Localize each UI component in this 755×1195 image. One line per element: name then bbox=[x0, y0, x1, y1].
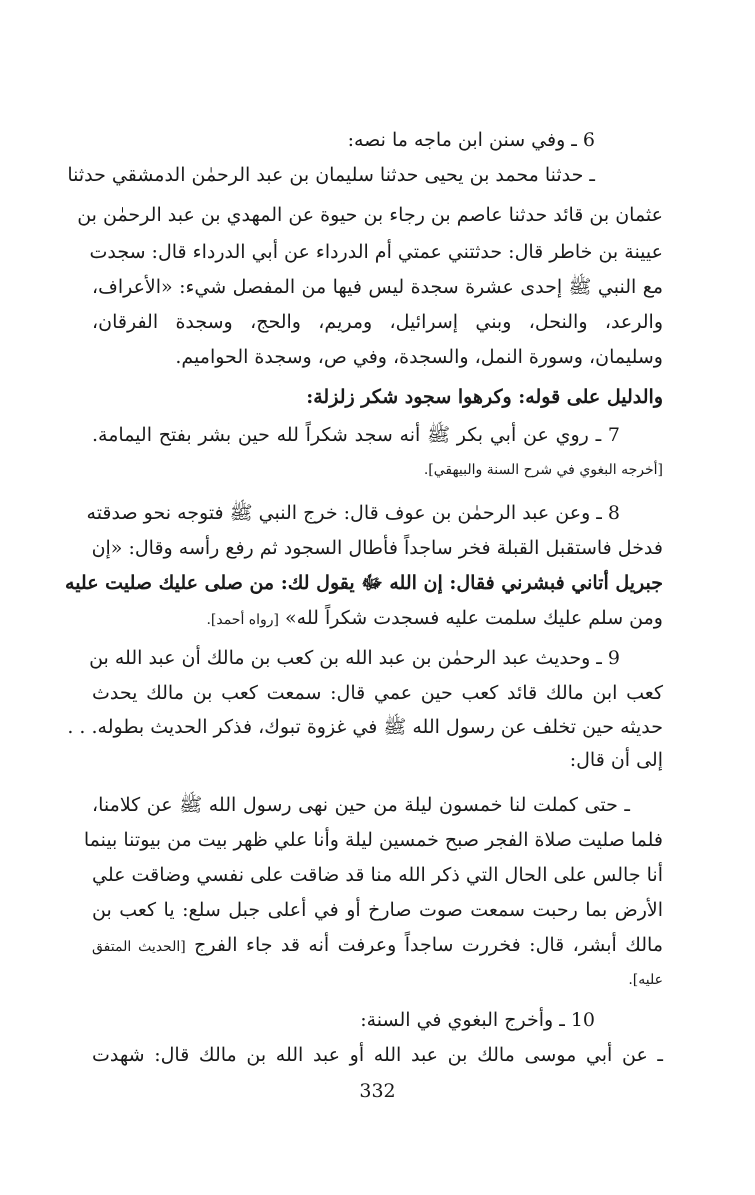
text-line: 9 ـ وحديث عبد الرحمٰن بن عبد الله بن كعب بن مالك أن عبد الله بن bbox=[89, 647, 620, 669]
text-line: حديثه حين تخلف عن رسول الله ﷺ في غزوة تبوك، فذكر الحديث بطوله. . . bbox=[67, 716, 663, 738]
text-line: 6 ـ وفي سنن ابن ماجه ما نصه: bbox=[347, 129, 595, 151]
text-line: مع النبي ﷺ إحدى عشرة سجدة ليس فيها من المفصل شيء: «الأعراف، bbox=[92, 276, 663, 298]
text-line: فلما صليت صلاة الفجر صبح خمسين ليلة وأنا علي ظهر بيت من بيوتنا بينما bbox=[83, 829, 663, 851]
page-number: 332 bbox=[359, 1080, 396, 1102]
text-line: 7 ـ روي عن أبي بكر ﷺ أنه سجد شكراً لله حين بشر بفتح اليمامة. bbox=[92, 424, 620, 446]
section-heading: والدليل على قوله: وكرهوا سجود شكر زلزلة: bbox=[306, 386, 663, 408]
quote-text: ومن سلم عليك سلمت عليه فسجدت شكراً لله» bbox=[285, 607, 663, 629]
text-line: إلى أن قال: bbox=[569, 749, 663, 771]
citation: عليه]. bbox=[628, 972, 663, 988]
text-line: كعب ابن مالك قائد كعب حين عمي قال: سمعت كعب بن مالك يحدث bbox=[92, 682, 663, 704]
citation: [رواه أحمد]. bbox=[206, 612, 279, 628]
text-line: أنا جالس على الحال التي ذكر الله منا قد ضاقت على نفسي وضاقت علي bbox=[92, 864, 663, 886]
text-line: 8 ـ وعن عبد الرحمٰن بن عوف قال: خرج النبي ﷺ فتوجه نحو صدقته bbox=[86, 502, 620, 524]
text-line: 10 ـ وأخرج البغوي في السنة: bbox=[360, 1009, 595, 1031]
text-line: عيينة بن خاطر قال: حدثتني عمتي أم الدرداء عن أبي الدرداء قال: سجدت bbox=[89, 241, 663, 263]
text-line: جبريل أتاني فبشرني فقال: إن الله ﷻ يقول لك: من صلى عليك صليت عليه bbox=[65, 572, 663, 594]
text-line: ـ حتى كملت لنا خمسون ليلة من حين نهى رسول الله ﷺ عن كلامنا، bbox=[92, 794, 630, 816]
text-line: ـ حدثنا محمد بن يحيى حدثنا سليمان بن عبد الرحمٰن الدمشقي حدثنا bbox=[67, 164, 595, 186]
text-line: عثمان بن قائد حدثنا عاصم بن رجاء بن حيوة عن المهدي بن عبد الرحمٰن بن bbox=[77, 204, 663, 226]
text-line: الأرض بما رحبت سمعت صوت صارخ أو في أعلى جبل سلع: يا كعب بن bbox=[92, 899, 663, 921]
text-line: مالك أبشر، قال: فخررت ساجداً وعرفت أنه قد جاء الفرج bbox=[194, 934, 664, 956]
text-line-group bbox=[92, 930, 663, 962]
citation: [الحديث المتفق bbox=[92, 939, 186, 955]
text-line: والرعد، والنحل، وبني إسرائيل، ومريم، والحج، وسجدة الفرقان، bbox=[92, 311, 663, 333]
citation: [أخرجه البغوي في شرح السنة والبيهقي]. bbox=[423, 462, 663, 478]
text-line: ـ عن أبي موسى مالك بن عبد الله أو عبد الله بن مالك قال: شهدت bbox=[92, 1044, 663, 1066]
text-line: وسليمان، وسورة النمل، والسجدة، وفي ص، وسجدة الحواميم. bbox=[175, 346, 663, 368]
text-line-group bbox=[206, 603, 663, 635]
text-line: فدخل فاستقبل القبلة فخر ساجداً فأطال السجود ثم رفع رأسه وقال: «إن bbox=[91, 537, 663, 559]
